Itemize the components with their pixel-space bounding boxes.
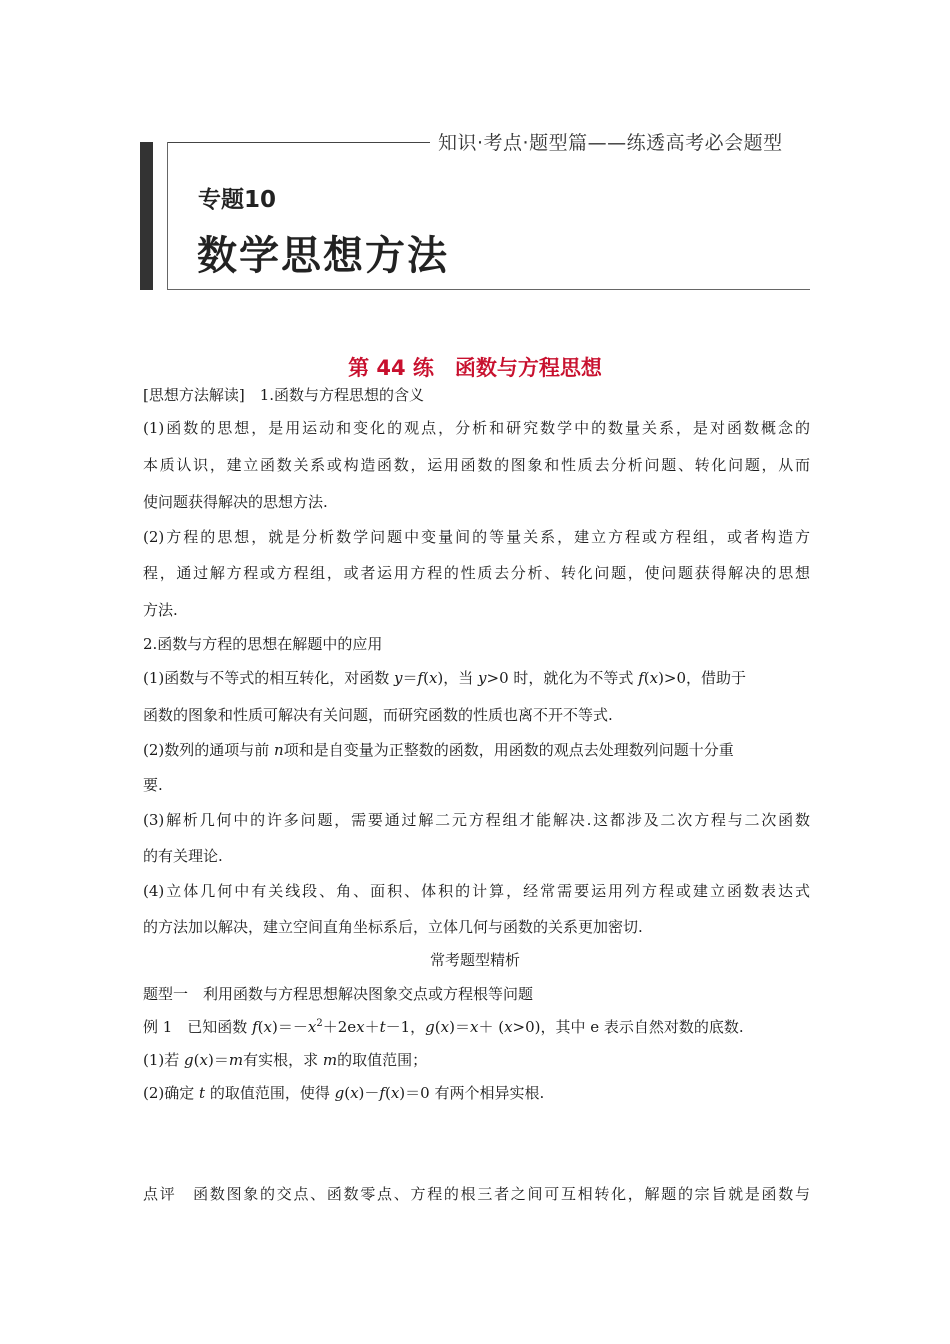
- header-bottom-rule: [167, 289, 810, 290]
- side-bar-decoration: [140, 142, 153, 290]
- body-line: 的方法加以解决，建立空间直角坐标系后，立体几何与函数的关系更加密切.: [143, 918, 643, 936]
- body-line: (4)立体几何中有关线段、角、面积、体积的计算，经常需要运用列方程或建立函数表达式: [143, 882, 810, 900]
- header-rule: [168, 142, 430, 143]
- body-line: 程，通过解方程或方程组，或者运用方程的性质去分析、转化问题，使问题获得解决的思想: [143, 564, 810, 582]
- comment-line: 点评 函数图象的交点、函数零点、方程的根三者之间可互相转化，解题的宗旨就是函数与: [143, 1185, 810, 1203]
- lesson-title: 第 44 练 函数与方程思想: [348, 356, 602, 380]
- example-question-2: (2)确定 t 的取值范围，使得 g(x)－f(x)＝0 有两个相异实根.: [143, 1084, 545, 1102]
- body-line: (1)函数与不等式的相互转化，对函数 y＝f(x)，当 y>0 时，就化为不等式 f(x)>0，借助于: [143, 669, 747, 687]
- body-line: 2.函数与方程的思想在解题中的应用: [143, 635, 383, 653]
- example-statement: 例 1 已知函数 $f(x)=-x^2+2ex+t-1$，g(x)＝x＋ (x>0)，其中 e 表示自然对数的底数.: [143, 1018, 744, 1036]
- topic-title: 数学思想方法: [197, 233, 449, 279]
- body-line: 要.: [143, 776, 163, 794]
- header-tag: 知识·考点·题型篇——练透高考必会题型: [438, 132, 783, 154]
- header-vertical-rule: [167, 142, 168, 290]
- body-line: (3)解析几何中的许多问题，需要通过解二元方程组才能解决.这都涉及二次方程与二次函数: [143, 811, 810, 829]
- body-line: 方法.: [143, 601, 178, 619]
- section-heading: 常考题型精析: [429, 951, 520, 969]
- body-line: 本质认识，建立函数关系或构造函数，运用函数的图象和性质去分析问题、转化问题，从而: [143, 456, 810, 474]
- body-line: (2)方程的思想，就是分析数学问题中变量间的等量关系，建立方程或方程组，或者构造方: [143, 528, 810, 546]
- body-line: (2)数列的通项与前 n项和是自变量为正整数的函数，用函数的观点去处理数列问题十分重: [143, 741, 734, 759]
- body-line: 函数的图象和性质可解决有关问题，而研究函数的性质也离不开不等式.: [143, 706, 613, 724]
- body-line: 的有关理论.: [143, 847, 223, 865]
- body-line: 使问题获得解决的思想方法.: [143, 493, 328, 511]
- body-line: [思想方法解读] 1.函数与方程思想的含义: [143, 386, 425, 404]
- example-question-1: (1)若 g(x)＝m有实根，求 m的取值范围；: [143, 1051, 428, 1069]
- question-type-heading: 题型一 利用函数与方程思想解决图象交点或方程根等问题: [143, 985, 534, 1003]
- body-line: (1)函数的思想，是用运动和变化的观点，分析和研究数学中的数量关系，是对函数概念的: [143, 419, 810, 437]
- topic-number: 专题10: [198, 187, 277, 213]
